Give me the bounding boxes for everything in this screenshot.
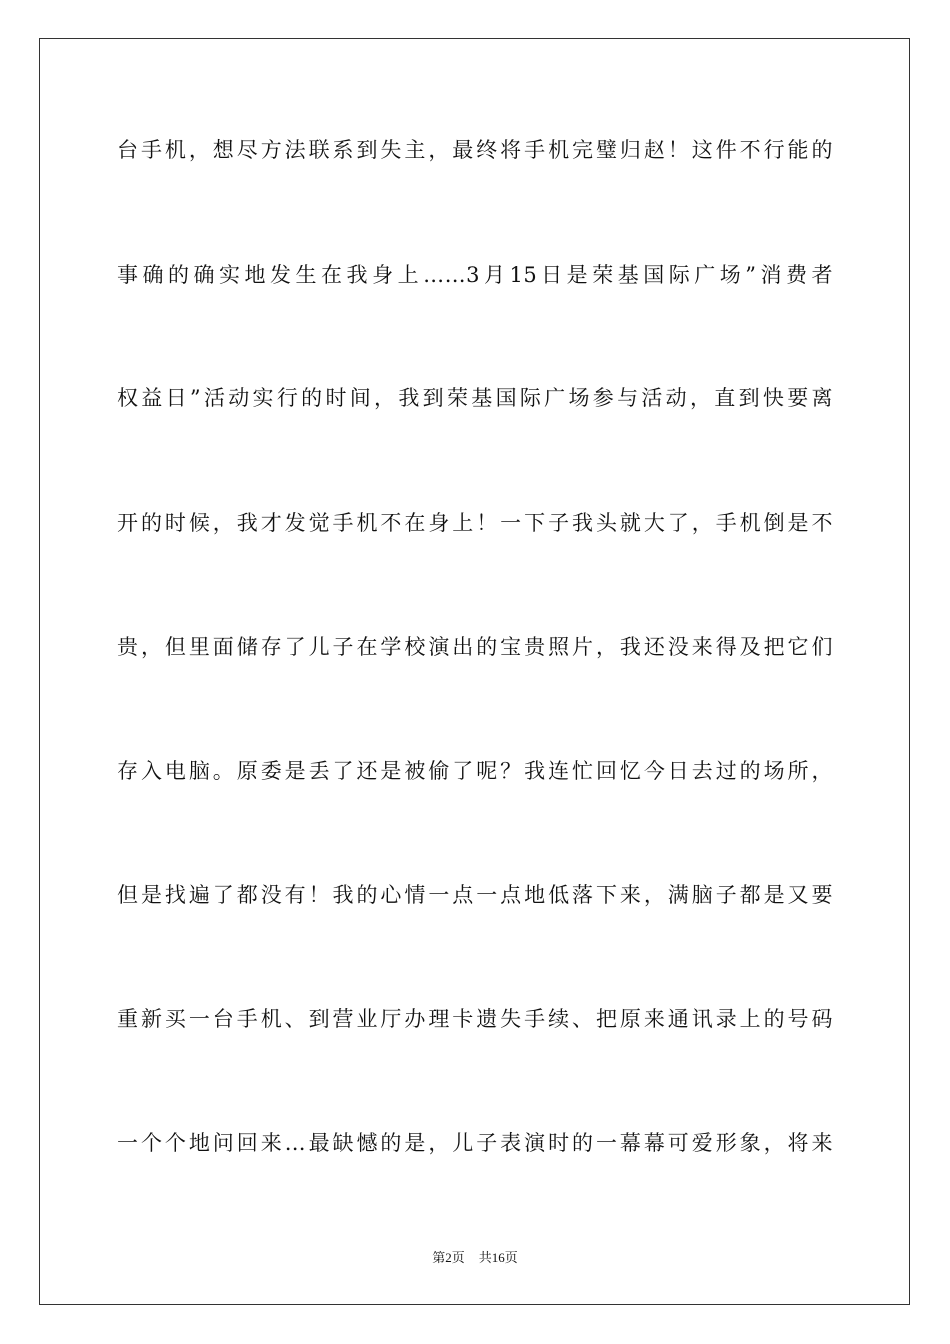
- body-text-line: 开的时候，我才发觉手机不在身上！一下子我头就大了，手机倒是不: [117, 511, 833, 535]
- page-footer: [0, 1249, 950, 1267]
- body-text-line: 一个个地问回来…最缺憾的是，儿子表演时的一幕幕可爱形象，将来: [117, 1131, 833, 1155]
- body-text-line: 台手机，想尽方法联系到失主，最终将手机完璧归赵！这件不行能的: [117, 138, 833, 162]
- body-text-line: 但是找遍了都没有！我的心情一点一点地低落下来，满脑子都是又要: [117, 883, 833, 907]
- body-text-line: 权益日”活动实行的时间，我到荣基国际广场参与活动，直到快要离: [117, 386, 833, 410]
- page-border: [39, 38, 910, 1305]
- body-text-line: 存入电脑。原委是丢了还是被偷了呢？我连忙回忆今日去过的场所，: [117, 759, 833, 783]
- page-number: 第2页: [432, 1250, 465, 1265]
- body-text-line: 事确的确实地发生在我身上……3月15日是荣基国际广场”消费者: [117, 263, 833, 287]
- body-text-line: 重新买一台手机、到营业厅办理卡遗失手续、把原来通讯录上的号码: [117, 1007, 833, 1031]
- page-total: 共16页: [478, 1250, 518, 1265]
- body-text-line: 贵，但里面储存了儿子在学校演出的宝贵照片，我还没来得及把它们: [117, 635, 833, 659]
